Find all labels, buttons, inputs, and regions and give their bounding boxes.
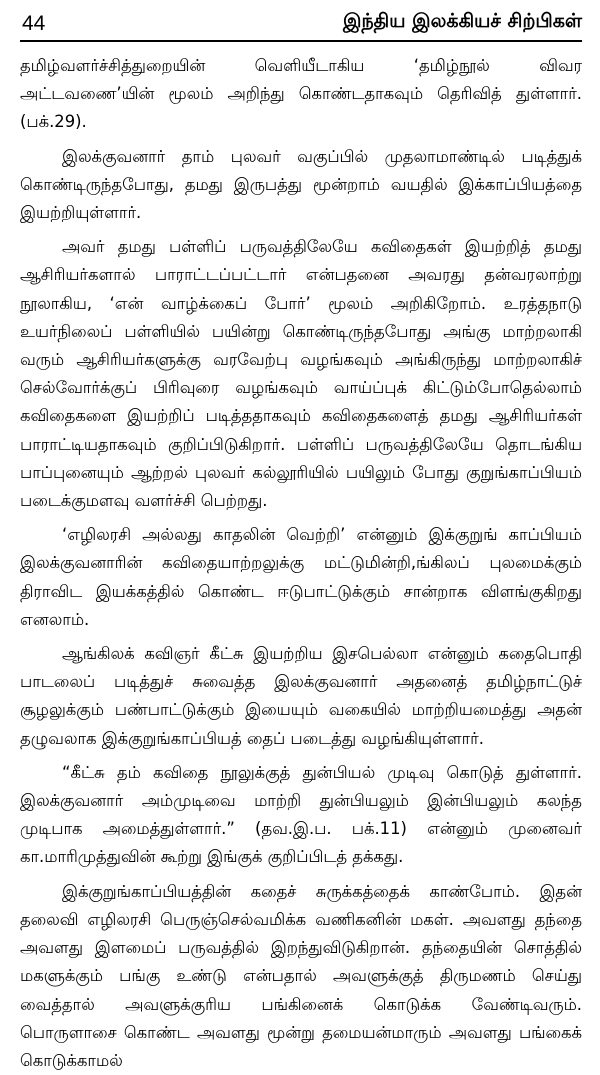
body-text — [20, 52, 582, 1075]
page-header — [20, 8, 582, 42]
paragraph: ‘எழிலரசி அல்லது காதலின் வெற்றி’ என்னும் இக்குறுங் காப்பியம் இலக்குவனாரின் கவிதையாற்றலுக்கு மட்டுமின்றி,ங்கிலப் புலமைக்கும் திராவிட இயக்கத்தில் கொண்ட ஈடுபாட்டுக்கும் சான்றாக விளங்குகிறது எனலாம். — [20, 525, 582, 629]
quotation-paragraph: “கீட்சு தம் கவிதை நூலுக்குத் துன்பியல் முடிவு கொடுத் துள்ளார். இலக்குவனார் அம்முடிவை மாற்றி துன்பியலும் இன்பியலும் கலந்த முடிபாக அமைத்துள்ளார்.” (தவ.இ.ப. பக்.11) என்னும் முனைவர் கா.மாரிமுத்துவின் கூற்று இங்குக் குறிப்பிடத் தக்கது. — [20, 762, 582, 867]
paragraph: ஆங்கிலக் கவிஞர் கீட்சு இயற்றிய இசபெல்லா என்னும் கதைபொதி பாடலைப் படித்துச் சுவைத்த இலக்குவனார் அதனைத் தமிழ்நாட்டுச் சூழலுக்கும் பண்பாட்டுக்கும் இயையும் வகையில் மாற்றியமைத்து அதன் தழுவலாக இக்குறுங்காப்பியத் தைப் படைத்து வழங்கியுள்ளார். — [20, 644, 582, 748]
paragraph: அவர் தமது பள்ளிப் பருவத்திலேயே கவிதைகள் இயற்றித் தமது ஆசிரியர்களால் பாராட்டப்பட்டார் என்பதனை அவரது தன்வரலாற்று நூலாகிய, ‘என் வாழ்க்கைப் போர்’ மூலம் அறிகிறோம். உரத்தநாடு உயர்நிலைப் பள்ளியில் பயின்று கொண்டிருந்தபோது அங்கு மாற்றலாகி வரும் ஆசிரியர்களுக்கு வரவேற்பு வழங்கவும் அங்கிருந்து மாற்றலாகிச் செல்வோர்க்குப் பிரிவுரை வழங்கவும் வாய்ப்புக் கிட்டும்போதெல்லாம் கவிதைகளை இயற்றிப் படித்ததாகவும் கவிதைகளைத் தமது ஆசிரியர்கள் பாராட்டியதாகவும் குறிப்பிடுகிறார். பள்ளிப் பருவத்திலேயே தொடங்கிய பாப்புனையும் ஆற்றல் புலவர் கல்லூரியில் பயிலும் போது குறுங்காப்பியம் படைக்குமளவு வளர்ச்சி பெற்றது. — [20, 237, 582, 511]
paragraph: தமிழ்வளர்ச்சித்துறையின் வெளியீடாகிய ‘தமிழ்நூல் விவர அட்டவணை’யின் மூலம் அறிந்து கொண்டதாகவும் தெரிவித் துள்ளார். (பக்.29). — [20, 56, 582, 132]
paragraph: இக்குறுங்காப்பியத்தின் கதைச் சுருக்கத்தைக் காண்போம். இதன் தலைவி எழிலரசி பெருஞ்செல்வமிக்க வணிகனின் மகள். அவளது தந்தை அவளது இளமைப் பருவத்தில் இறந்துவிடுகிறான். தந்தையின் சொத்தில் மகளுக்கும் பங்கு உண்டு என்பதால் அவளுக்குத் திருமணம் செய்து வைத்தால் அவளுக்குரிய பங்கினைக் கொடுக்க வேண்டிவரும். பொருளாசை கொண்ட அவளது மூன்று தமையன்மாரும் அவளது பங்கைக் கொடுக்காமல் — [20, 881, 582, 1070]
running-title: இந்திய இலக்கியச் சிற்பிகள் — [343, 10, 582, 32]
page-number: 44 — [22, 12, 46, 35]
paragraph: இலக்குவனார் தாம் புலவர் வகுப்பில் முதலாமாண்டில் படித்துக் கொண்டிருந்தபோது, தமது இருபத்து மூன்றாம் வயதில் இக்காப்பியத்தை இயற்றியுள்ளார். — [20, 146, 582, 223]
